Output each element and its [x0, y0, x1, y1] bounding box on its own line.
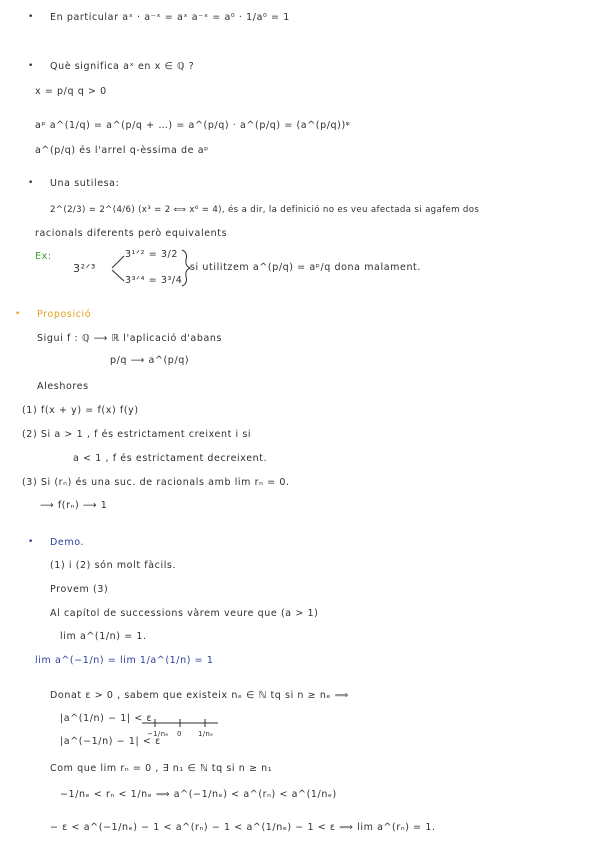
line-map-rule: p/q ⟶ a^(p/q) [110, 355, 190, 366]
demo-line-prove-3: Provem (3) [50, 584, 109, 595]
bullet-dot: • [15, 309, 21, 319]
line-x-equals-p-over-q: x = p/q q > 0 [35, 86, 107, 97]
demo-line-conclusion: − ε < a^(−1/nₑ) − 1 < a^(rₙ) − 1 < a^(1/nₑ) − 1 < ε ⟹ lim a^(rₙ) = 1. [50, 822, 436, 833]
example-remark: si utilitzem a^(p/q) = aᵖ/q dona malament. [190, 262, 422, 273]
property-3-consequence: ⟶ f(rₙ) ⟶ 1 [40, 500, 108, 511]
line-equivalent-rationals: racionals diferents però equivalents [35, 228, 228, 239]
demo-line-successions: Al capítol de successions vàrem veure que (a > 1) [50, 608, 319, 619]
property-2a: (2) Si a > 1 , f és estrictament creixent i si [22, 429, 252, 440]
number-line-left-label: −1/nₑ [147, 730, 169, 738]
example-branch-bottom: 3³ᐟ⁴ = 3³/4 [125, 275, 183, 286]
bullet-dot: • [28, 12, 34, 22]
line-aleshores: Aleshores [37, 381, 89, 392]
demo-line-easy: (1) i (2) són molt fàcils. [50, 560, 177, 571]
bullet-dot: • [28, 537, 34, 547]
line-qth-root-definition: a^(p/q) és l'arrel q-èssima de aᵖ [35, 145, 209, 156]
line-particular-case: En particular aˣ · a⁻ˣ = aˣ a⁻ˣ = a⁰ · 1/a⁰ = 1 [50, 12, 290, 23]
example-base-power: 3²ᐟ³ [73, 262, 96, 275]
line-map-definition: Sigui f : ℚ ⟶ ℝ l'aplicació d'abans [37, 333, 223, 344]
demo-line-bounds: −1/nₑ < rₙ < 1/nₑ ⟹ a^(−1/nₑ) < a^(rₙ) < a^(1/nₑ) [60, 789, 337, 800]
demo-line-abs-1: |a^(1/n) − 1| < ε [60, 713, 153, 724]
line-question-rational-exponent: Què significa aˣ en x ∈ ℚ ? [50, 61, 195, 72]
demo-line-limit-rn: Com que lim rₙ = 0 , ∃ n₁ ∈ ℕ tq si n ≥ n₁ [50, 763, 273, 774]
demo-line-limit-inverse: lim a^(−1/n) = lim 1/a^(1/n) = 1 [35, 655, 214, 666]
demo-line-limit-root: lim a^(1/n) = 1. [60, 631, 147, 642]
bullet-dot: • [28, 61, 34, 71]
bullet-dot: • [28, 178, 34, 188]
line-power-product: aᵖ a^(1/q) = a^(p/q + …) = a^(p/q) · a^(p/q) = (a^(p/q))ᵠ [35, 120, 351, 131]
property-3: (3) Si (rₙ) és una suc. de racionals amb lim rₙ = 0. [22, 477, 290, 488]
example-label: Ex: [35, 251, 52, 262]
property-2b: a < 1 , f és estrictament decreixent. [73, 453, 268, 464]
number-line-right-label: 1/nₑ [198, 730, 214, 738]
property-1: (1) f(x + y) = f(x) f(y) [22, 405, 139, 416]
demo-line-epsilon: Donat ε > 0 , sabem que existeix nₑ ∈ ℕ tq si n ≥ nₑ ⟹ [50, 690, 349, 701]
example-branch-top: 3¹ᐟ² = 3/2 [125, 249, 178, 260]
demo-heading: Demo. [50, 537, 85, 548]
proposition-heading: Proposició [37, 309, 92, 320]
line-subtlety-heading: Una sutilesa: [50, 178, 120, 189]
line-equivalent-fractions: 2^(2/3) = 2^(4/6) (x³ = 2 ⟺ x⁶ = 4), és a dir, la definició no es veu afectada si agafem dos [50, 205, 480, 215]
demo-line-abs-2: |a^(−1/n) − 1| < ε [60, 736, 161, 747]
number-line-center-label: 0 [177, 730, 182, 738]
